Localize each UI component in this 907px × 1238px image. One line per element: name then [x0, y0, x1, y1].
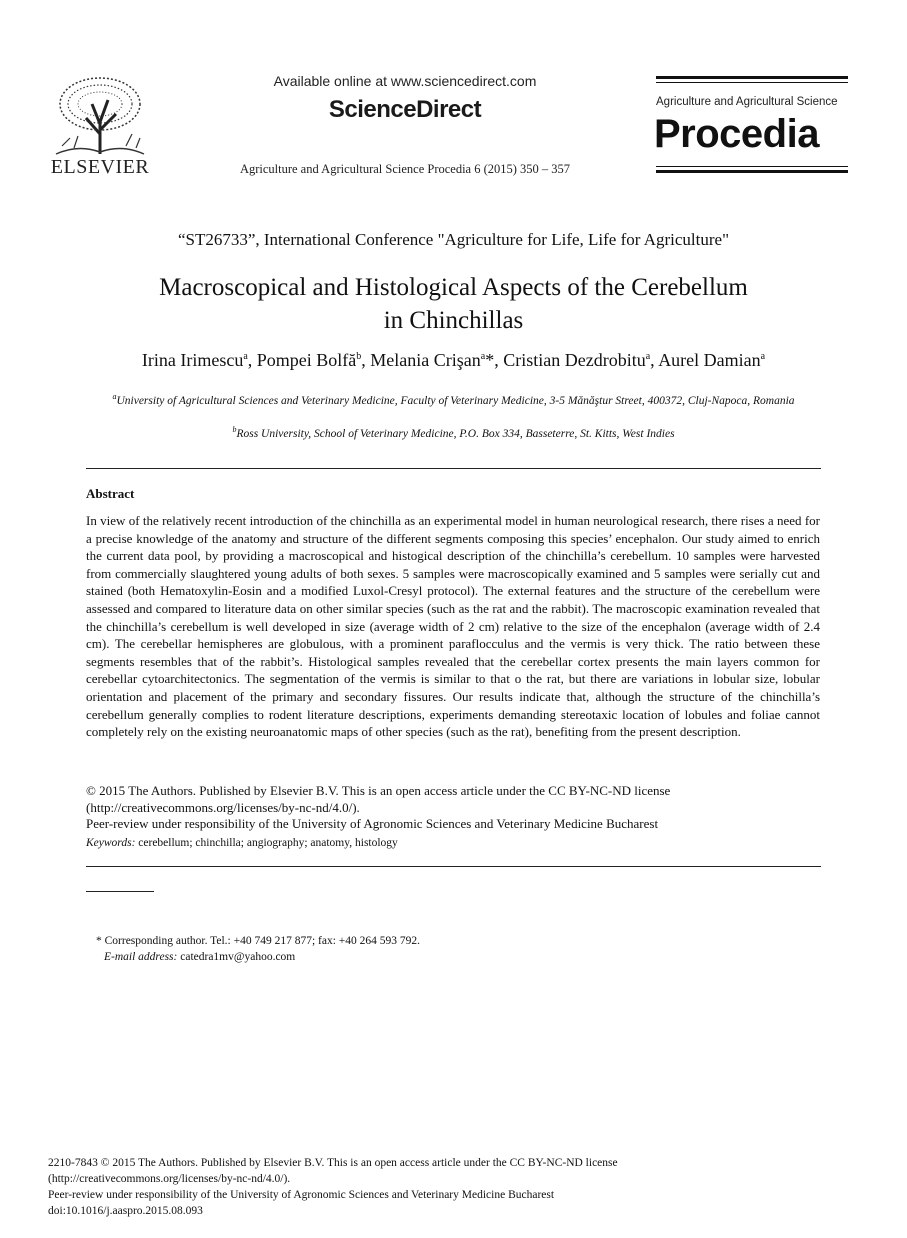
corresponding-author-footnote: [96, 933, 796, 965]
author-name: Aurel Damian: [658, 350, 761, 370]
footer-license-link[interactable]: (http://creativecommons.org/licenses/by-nc-nd/4.0/).: [48, 1173, 291, 1185]
affiliation-b-marker: b: [232, 425, 237, 434]
title-line-1: Macroscopical and Histological Aspects of the Cerebellum: [159, 274, 748, 301]
author-affiliation-marker: a: [480, 351, 486, 362]
elsevier-wordmark: ELSEVIER: [50, 156, 150, 178]
page-footer: [48, 1155, 858, 1219]
procedia-top-rule: [656, 76, 848, 79]
author-affiliation-marker: a: [243, 351, 248, 362]
footer-peer-review: Peer-review under responsibility of the University of Agronomic Sciences and Veterinary Medicine Bucharest: [48, 1189, 555, 1201]
journal-citation: Agriculture and Agricultural Science Procedia 6 (2015) 350 – 357: [239, 162, 571, 176]
keywords-list: cerebellum; chinchilla; angiography; anatomy, histology: [138, 837, 398, 849]
author-list: [40, 350, 867, 371]
procedia-top-thin-rule: [656, 82, 848, 83]
procedia-subtitle: Agriculture and Agricultural Science: [656, 96, 838, 108]
author-name: Melania Crişan: [370, 350, 481, 370]
keywords-line: [86, 837, 821, 849]
author-name: Irina Irimescu: [141, 350, 244, 370]
abstract-heading: Abstract: [86, 486, 135, 501]
paper-title: [60, 271, 847, 337]
author-separator: ,: [494, 350, 504, 370]
peer-review-statement: Peer-review under responsibility of the University of Agronomic Sciences and Veterinary Medicine Bucharest: [86, 816, 659, 831]
affiliation-a-marker: a: [112, 392, 117, 401]
email-line: [96, 949, 796, 965]
author-separator: ,: [247, 350, 257, 370]
email-address[interactable]: catedra1mv@yahoo.com: [180, 951, 296, 963]
available-online-text[interactable]: Available online at www.sciencedirect.com: [273, 73, 537, 89]
sciencedirect-logo: ScienceDirect: [328, 96, 482, 123]
procedia-bottom-thin-rule: [656, 166, 848, 167]
procedia-bottom-rule: [656, 170, 848, 173]
affiliation-a: [80, 389, 827, 409]
footer-issn-copyright: 2210-7843 © 2015 The Authors. Published by Elsevier B.V. This is an open access article under the CC BY-NC-ND license: [48, 1157, 618, 1169]
affiliation-b-text: Ross University, School of Veterinary Medicine, P.O. Box 334, Basseterre, St. Kitts, West Indies: [236, 427, 675, 440]
abstract-top-rule: [86, 468, 821, 469]
email-label: E-mail address:: [104, 951, 178, 963]
author-separator: ,: [650, 350, 659, 370]
author-separator: ,: [361, 350, 371, 370]
author-affiliation-marker: b: [356, 351, 362, 362]
footnote-rule: [86, 891, 154, 892]
footer-doi[interactable]: doi:10.1016/j.aaspro.2015.08.093: [48, 1205, 203, 1217]
copyright-notice[interactable]: © 2015 The Authors. Published by Elsevier B.V. This is an open access article under the CC BY-NC-ND license (http://creativecommons.org/licenses/by-nc-nd/4.0/).: [86, 783, 671, 815]
author-name: Pompei Bolfă: [256, 350, 357, 370]
corresponding-author-contact: * Corresponding author. Tel.: +40 749 217 877; fax: +40 264 593 792.: [96, 935, 421, 947]
procedia-logo: Procedia: [654, 112, 819, 156]
title-line-2: in Chinchillas: [383, 307, 524, 334]
abstract-bottom-rule: [86, 866, 821, 867]
affiliation-a-text: University of Agricultural Sciences and Veterinary Medicine, Faculty of Veterinary Medicine, 3-5 Mănăştur Street, 400372, Cluj-Napoca, Romania: [116, 394, 795, 407]
keywords-label: Keywords:: [86, 837, 136, 849]
author-name: Cristian Dezdrobitu: [503, 350, 646, 370]
author-affiliation-marker: a: [760, 351, 766, 362]
author-affiliation-marker: a: [645, 351, 651, 362]
affiliation-b: [80, 422, 827, 442]
conference-name: “ST26733”, International Conference "Agriculture for Life, Life for Agriculture": [177, 230, 730, 249]
corresponding-author-marker: *: [485, 350, 495, 370]
abstract-body: In view of the relatively recent introduction of the chinchilla as an experimental model in human neurological research, there rises a need for a precise knowledge of the anatomy and structure of the different segments composing this species’ encephalon. Our study aimed to enrich the current data pool, by providing a macroscopical and histogical description of the chinchilla’s cerebellum. 10 samples were harvested from commercially slaughtered young adults of both sexes. 5 samples were macroscopically examined and 5 samples were serially cut and stained (both Hematoxylin-Eosin and a modified Luxol-Cresyl protocol). The external features and the structure of the cerebellum were assessed and compared to literature data on other similar species (such as the rat and the rabbit). The macroscopic examination revealed that the chinchilla’s cerebellum is well developed in size (average width of 2 cm) relative to the size of the encephalon (average width of 2.4 cm). The cerebellar hemispheres are globulous, with a prominent paraflocculus and the vermis is very thick. The ratio between these segments resembles that of the rabbit’s. Histological samples revealed that the cerebellar cortex presents the main layers common for cerebellar cytoarchitectonics. The segmentation of the vermis is similar to that o the rat, but there are variations in lobular size, lobular orientation and placement of the primary and secondary fissures. Our results indicate that, although the structure of the chinchilla’s cerebellum generally complies to rodent literature descriptions, experiments demanding stereotaxic location of lobules and foliae cannot completely rely on the existing neuroanatomic maps of other species (such as the rat), benefiting from the present description.: [86, 513, 820, 740]
